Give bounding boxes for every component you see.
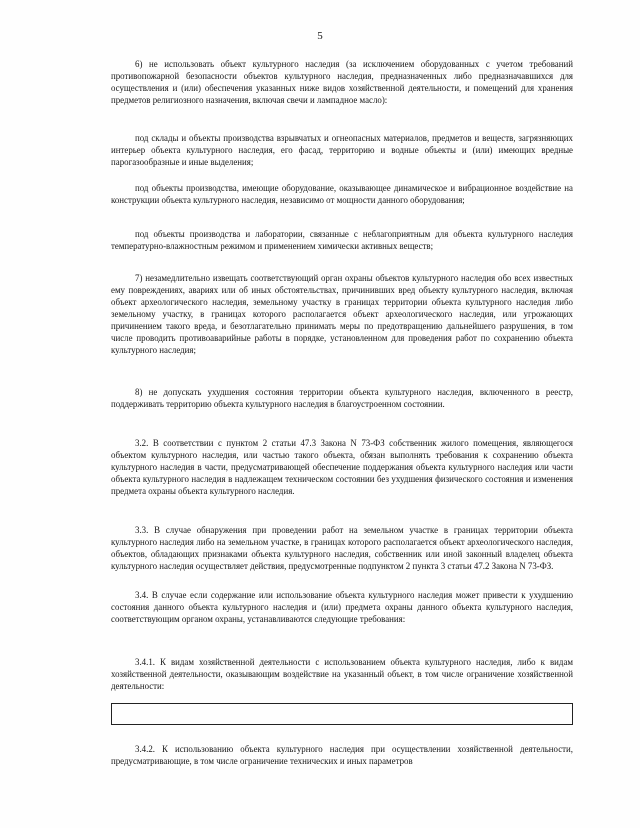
paragraph-item-7: 7) незамедлительно извещать соответствующий орган охраны объектов культурного наследия обо всех известных ему повреждениях, авариях или об иных обстоятельствах, причинивших вред объекту культурного наследия, включая объект археологического наследия, земельному участку в границах территории объекта культурного наследия либо земельному участку, в границах которого располагается объект археологического наследия, или угрожающих причинением такого вреда, и безотлагательно принимать меры по предотвращению дальнейшего разрушения, в том числе проводить противоаварийные работы в порядке, установленном для проведения работ по сохранению объекта культурного наследия; — [111, 273, 573, 355]
paragraph-dynamic-equipment: под объекты производства, имеющие оборудование, оказывающее динамическое и вибрационное воздействие на конструкции объекта культурного наследия, независимо от мощности данного оборудования; — [111, 183, 573, 205]
paragraph-3-3: 3.3. В случае обнаружения при проведении работ на земельном участке в границах территории объекта культурного наследия либо на земельном участке, в границах которого располагается объект археологического наследия, объектов, обладающих признаками объекта культурного наследия, собственник или иной законный владелец объекта культурного наследия осуществляет действия, предусмотренные подпунктом 2 пункта 3 статьи 47.2 Закона N 73-ФЗ. — [111, 525, 573, 571]
paragraph-3-4-2: 3.4.2. К использованию объекта культурного наследия при осуществлении хозяйственной деятельности, предусматривающие, в том числе ограничение технических и иных параметров — [111, 744, 573, 766]
paragraph-laboratories: под объекты производства и лаборатории, связанные с неблагоприятным для объекта культурного наследия температурно-влажностным режимом и применением химически активных веществ; — [111, 229, 573, 251]
paragraph-item-8: 8) не допускать ухудшения состояния территории объекта культурного наследия, включенного в реестр, поддерживать территорию объекта культурного наследия в благоустроенном состоянии. — [111, 387, 573, 409]
field-3-4-1-restrictions[interactable] — [111, 703, 573, 725]
paragraph-3-4-1: 3.4.1. К видам хозяйственной деятельности с использованием объекта культурного наследия, либо к видам хозяйственной деятельности, оказывающим воздействие на указанный объект, в том числе ограничение хозяйственной деятельности: — [111, 657, 573, 691]
paragraph-warehouses: под склады и объекты производства взрывчатых и огнеопасных материалов, предметов и веществ, загрязняющих интерьер объекта культурного наследия, его фасад, территорию и водные объекты и (или) имеющих вредные парогазообразные и иные выделения; — [111, 133, 573, 167]
paragraph-3-2: 3.2. В соответствии с пунктом 2 статьи 47.3 Закона N 73-ФЗ собственник жилого помещения, являющегося объектом культурного наследия, или частью такого объекта, обязан выполнять требования к сохранению объекта культурного наследия в части, предусматривающей обеспечение поддержания объекта культурного наследия или части объекта культурного наследия в надлежащем техническом состоянии без ухудшения физического состояния и изменения предмета охраны объекта культурного наследия. — [111, 438, 573, 496]
paragraph-item-6: 6) не использовать объект культурного наследия (за исключением оборудованных с учетом требований противопожарной безопасности объектов культурного наследия, предназначенных либо предназначавшихся для осуществления и (или) обеспечения указанных ниже видов хозяйственной деятельности, и помещений для хранения предметов религиозного назначения, включая свечи и лампадное масло): — [111, 59, 573, 105]
page-number: 5 — [317, 30, 323, 42]
paragraph-3-4: 3.4. В случае если содержание или использование объекта культурного наследия может привести к ухудшению состояния данного объекта культурного наследия и (или) предмета охраны данного объекта культурного наследия, соответствующим органом охраны, устанавливаются следующие требования: — [111, 590, 573, 624]
